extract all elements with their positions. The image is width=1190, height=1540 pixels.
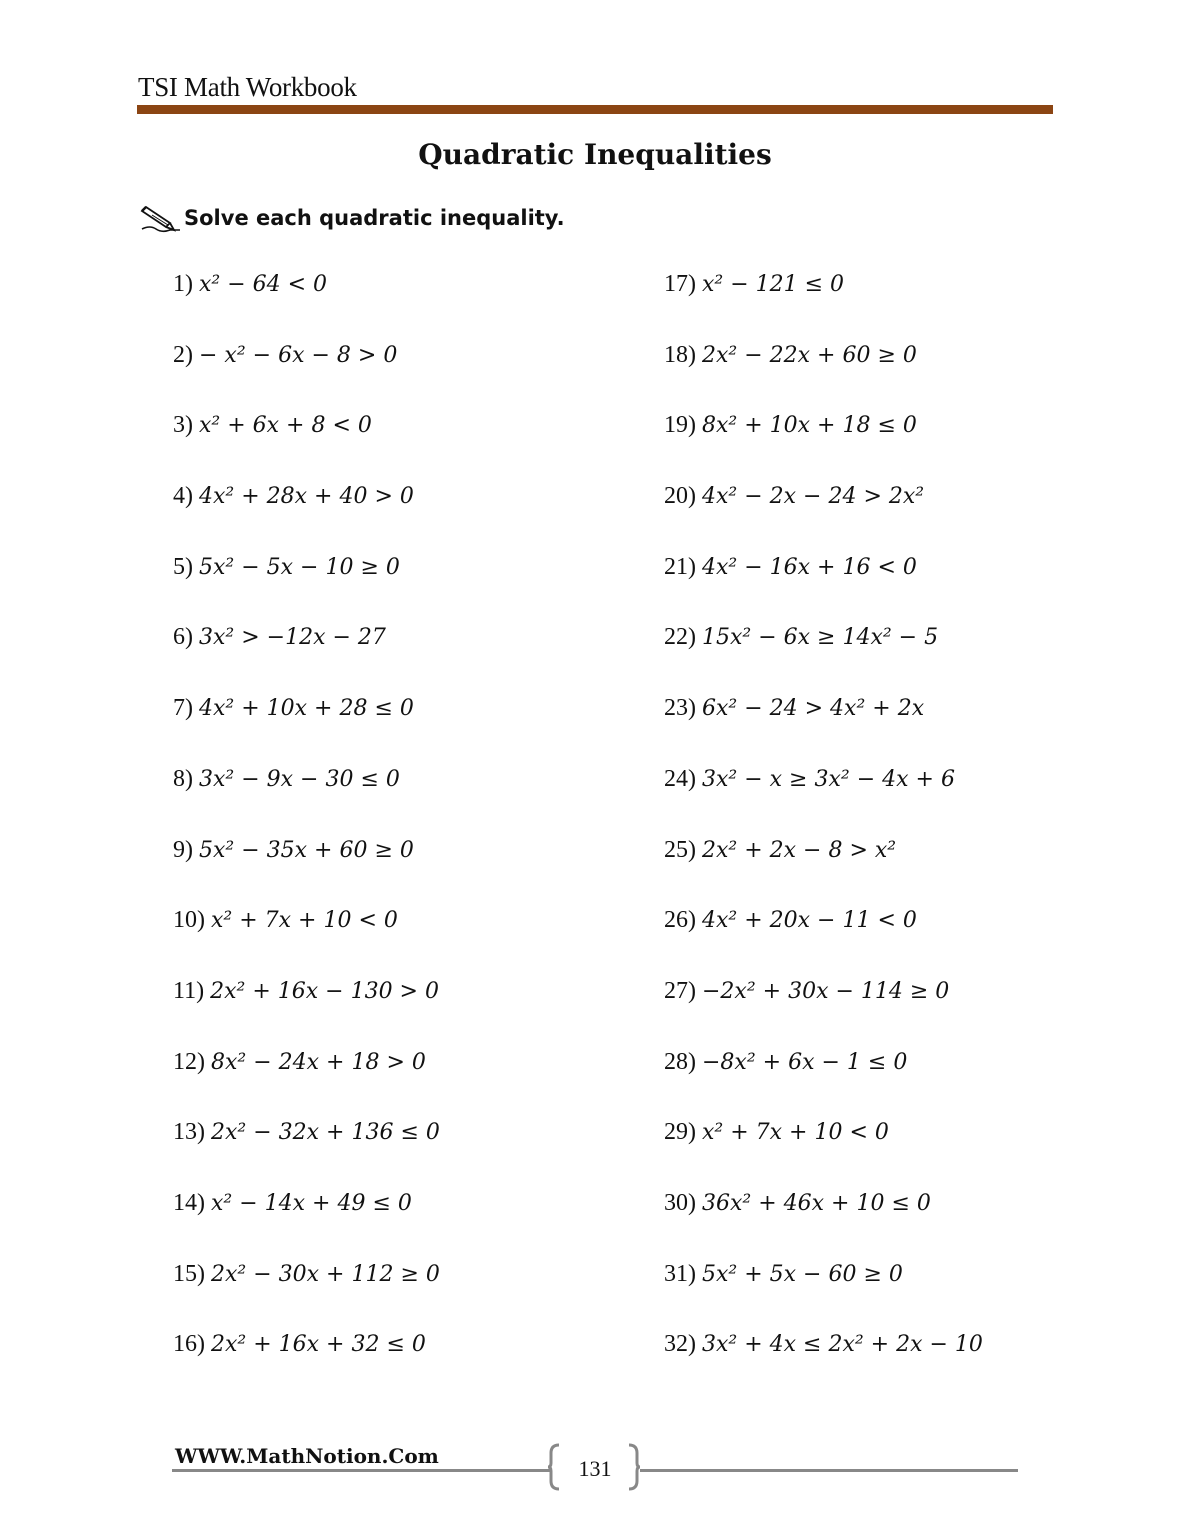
problem-number: 11)	[173, 977, 205, 1004]
problem-expression: 2x² + 2x − 8 > x²	[702, 837, 897, 863]
problem-item	[173, 615, 440, 686]
problem-expression: 3x² > −12x − 27	[199, 625, 386, 651]
problem-expression: 2x² − 30x + 112 ≥ 0	[211, 1261, 440, 1287]
problem-number: 13)	[173, 1119, 205, 1146]
problem-item	[664, 1181, 983, 1252]
problem-item	[173, 333, 440, 404]
problem-item	[664, 757, 983, 828]
problem-expression: x² − 121 ≤ 0	[702, 272, 845, 297]
problem-item	[173, 898, 440, 969]
problem-item	[173, 1181, 440, 1252]
problem-number: 21)	[664, 553, 696, 580]
problem-number: 3)	[173, 412, 193, 439]
problem-number: 28)	[664, 1048, 696, 1075]
problem-expression: 4x² + 28x + 40 > 0	[199, 484, 414, 510]
problem-item	[173, 1110, 440, 1181]
problem-expression: x² − 14x + 49 ≤ 0	[211, 1190, 412, 1216]
problem-number: 25)	[664, 836, 696, 863]
header-divider	[137, 105, 1053, 114]
problem-expression: 5x² − 35x + 60 ≥ 0	[199, 837, 414, 863]
problem-number: 31)	[664, 1260, 696, 1287]
problem-expression: 4x² − 2x − 24 > 2x²	[702, 484, 925, 510]
problem-item	[664, 545, 983, 616]
problem-number: 2)	[173, 341, 193, 368]
problem-expression: 8x² − 24x + 18 > 0	[211, 1049, 426, 1075]
footer-divider-left	[172, 1469, 550, 1472]
page-number-bracket-left	[547, 1443, 561, 1491]
problem-number: 23)	[664, 695, 696, 722]
problem-item	[173, 474, 440, 545]
problem-expression: 4x² + 20x − 11 < 0	[702, 908, 917, 934]
problem-item	[664, 898, 983, 969]
problem-expression: 36x² + 46x + 10 ≤ 0	[702, 1190, 931, 1216]
problem-expression: − x² − 6x − 8 > 0	[199, 342, 398, 368]
problem-item	[664, 615, 983, 686]
problem-number: 15)	[173, 1260, 205, 1287]
problem-item	[173, 403, 440, 474]
problem-expression: x² − 64 < 0	[199, 272, 328, 297]
problem-number: 29)	[664, 1119, 696, 1146]
problem-item	[664, 969, 983, 1040]
problem-number: 4)	[173, 483, 193, 510]
problem-expression: x² + 7x + 10 < 0	[702, 1120, 889, 1146]
problem-number: 8)	[173, 765, 193, 792]
problem-expression: 8x² + 10x + 18 ≤ 0	[702, 413, 917, 439]
problem-item	[173, 757, 440, 828]
problem-item	[664, 1040, 983, 1111]
problem-number: 7)	[173, 695, 193, 722]
problem-item	[664, 474, 983, 545]
problem-number: 32)	[664, 1331, 696, 1358]
problem-item	[664, 828, 983, 899]
problem-item	[664, 686, 983, 757]
problem-expression: 2x² − 32x + 136 ≤ 0	[211, 1120, 440, 1146]
problem-number: 10)	[173, 907, 205, 934]
problem-item	[173, 969, 440, 1040]
page-title: Quadratic Inequalities	[418, 138, 772, 171]
problem-item	[664, 333, 983, 404]
problem-number: 17)	[664, 271, 696, 297]
problem-expression: −8x² + 6x − 1 ≤ 0	[702, 1049, 908, 1075]
problem-expression: x² + 7x + 10 < 0	[211, 908, 398, 934]
problem-number: 24)	[664, 765, 696, 792]
problem-item	[173, 686, 440, 757]
problem-number: 9)	[173, 836, 193, 863]
problem-expression: 2x² + 16x − 130 > 0	[210, 978, 439, 1004]
problem-expression: 5x² + 5x − 60 ≥ 0	[702, 1261, 903, 1287]
problem-number: 19)	[664, 412, 696, 439]
problem-expression: x² + 6x + 8 < 0	[199, 413, 372, 439]
problem-item	[173, 1040, 440, 1111]
problem-expression: 4x² + 10x + 28 ≤ 0	[199, 696, 414, 722]
problem-expression: −2x² + 30x − 114 ≥ 0	[702, 978, 950, 1004]
problem-number: 18)	[664, 341, 696, 368]
pencil-writing-icon	[140, 203, 182, 233]
problem-expression: 5x² − 5x − 10 ≥ 0	[199, 554, 400, 580]
problem-item	[664, 1322, 983, 1393]
problem-item	[664, 262, 983, 333]
problem-number: 27)	[664, 977, 696, 1004]
instruction	[140, 203, 565, 233]
page-number: 131	[578, 1456, 612, 1481]
website-link[interactable]: WWW.MathNotion.Com	[175, 1444, 439, 1468]
problem-item	[173, 545, 440, 616]
problem-item	[664, 403, 983, 474]
instruction-text: Solve each quadratic inequality.	[184, 206, 565, 230]
problem-expression: 15x² − 6x ≥ 14x² − 5	[702, 625, 939, 651]
problem-item	[664, 1110, 983, 1181]
problem-expression: 3x² − x ≥ 3x² − 4x + 6	[702, 766, 955, 792]
problem-number: 20)	[664, 483, 696, 510]
problem-number: 1)	[173, 271, 193, 297]
problem-item	[664, 1252, 983, 1323]
problem-item	[173, 1322, 440, 1393]
problem-expression: 4x² − 16x + 16 < 0	[702, 554, 917, 580]
problem-number: 26)	[664, 907, 696, 934]
problem-expression: 3x² + 4x ≤ 2x² + 2x − 10	[702, 1332, 983, 1358]
footer-divider-right	[640, 1469, 1018, 1472]
problem-expression: 2x² − 22x + 60 ≥ 0	[702, 342, 917, 368]
problem-number: 30)	[664, 1189, 696, 1216]
problem-number: 12)	[173, 1048, 205, 1075]
problem-expression: 2x² + 16x + 32 ≤ 0	[211, 1332, 426, 1358]
problem-item	[173, 262, 440, 333]
problem-number: 14)	[173, 1189, 205, 1216]
problem-item	[173, 1252, 440, 1323]
problem-expression: 3x² − 9x − 30 ≤ 0	[199, 766, 400, 792]
problem-item	[173, 828, 440, 899]
problem-number: 6)	[173, 624, 193, 651]
problem-number: 22)	[664, 624, 696, 651]
problem-column-right	[664, 262, 983, 1393]
problem-number: 5)	[173, 553, 193, 580]
workbook-title: TSI Math Workbook	[138, 72, 357, 102]
problem-number: 16)	[173, 1331, 205, 1358]
problem-expression: 6x² − 24 > 4x² + 2x	[702, 696, 925, 722]
problem-column-left	[173, 262, 440, 1393]
